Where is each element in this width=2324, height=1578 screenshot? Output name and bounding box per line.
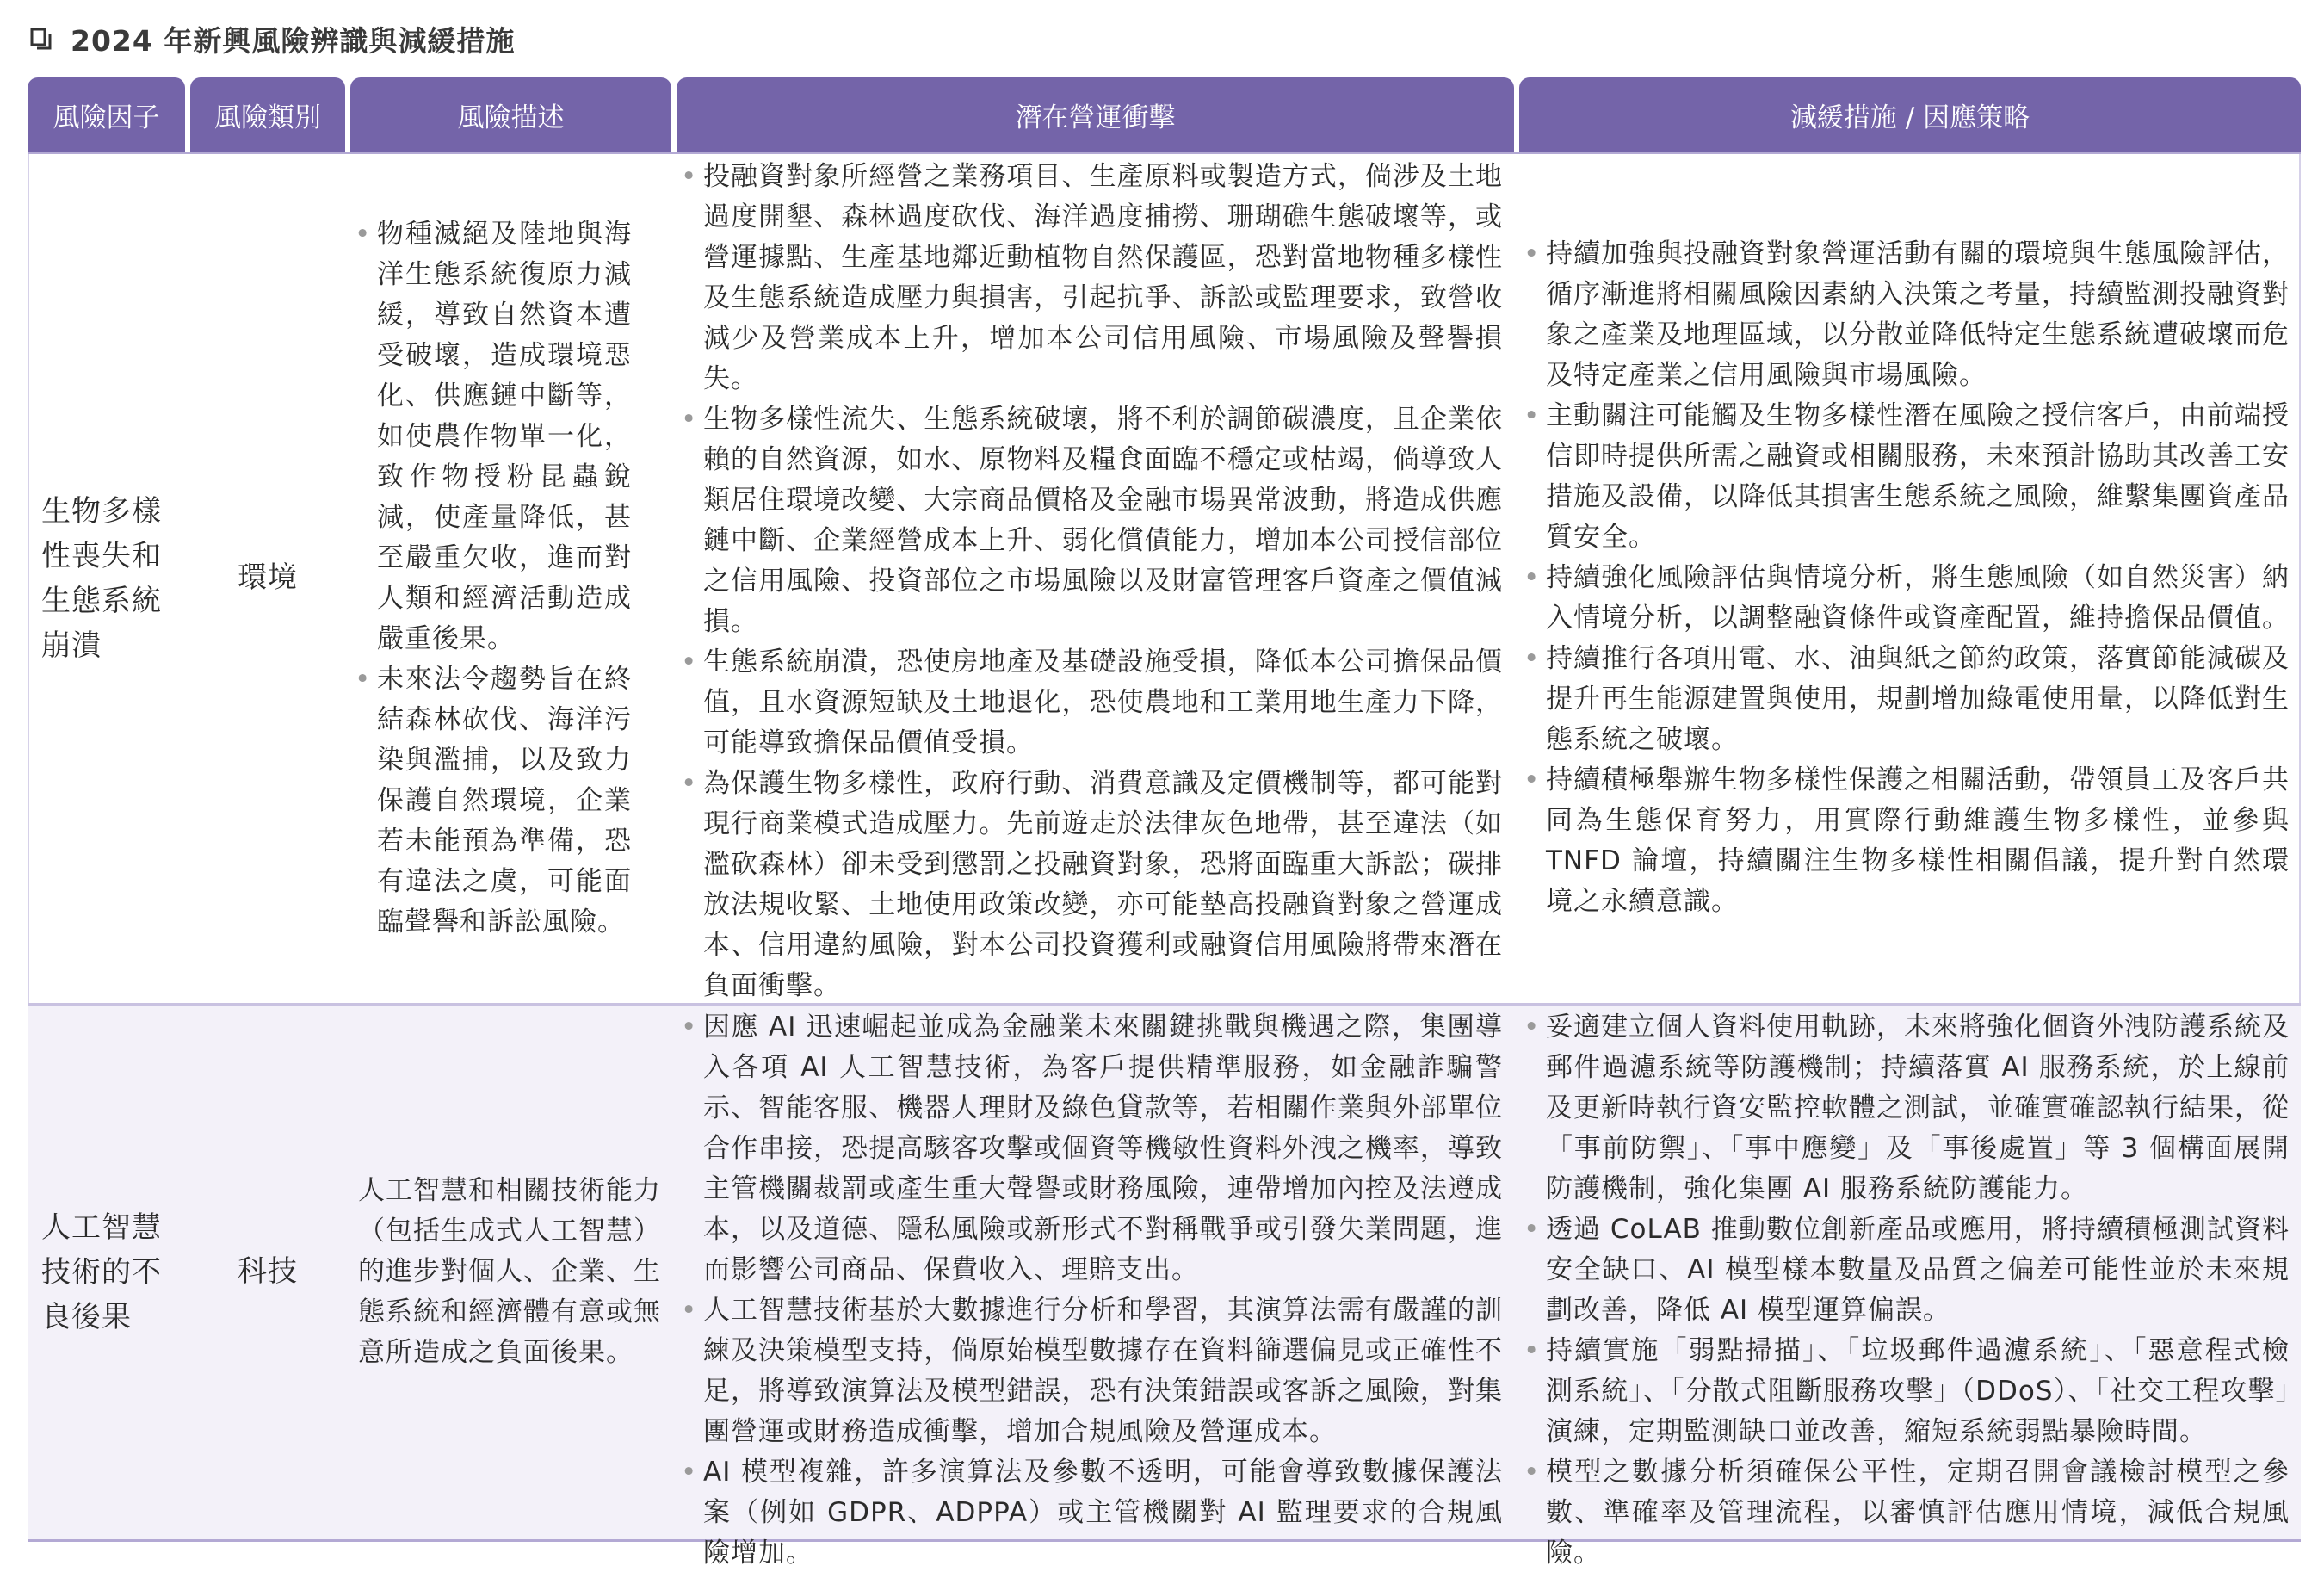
row1-mitigation-cell <box>1524 152 2290 1005</box>
row2-factor: 人工智慧技術的不良後果 <box>41 1210 162 1334</box>
row1-factor-cell <box>28 152 185 1005</box>
row1-impact-item: • 生物多樣性流失、生態系統破壞，將不利於調節碳濃度，且企業依賴的自然資源，如水、原物料及糧食面臨不穩定或枯竭，倘導致人類居住環境改變、大宗商品價格及金融市場異常波動，將造成供應鏈中斷、企業經營成本上升、弱化償債能力，增加本公司授信部位之信用風險、投資部位之市場風險以及財富管理客戶資產之價值減損。 <box>681 399 1503 642</box>
header-impact: 潛在營運衝擊 <box>677 77 1514 152</box>
header-factor: 風險因子 <box>28 77 185 152</box>
row1-category: 環境 <box>238 560 298 595</box>
row1-mitigation-item: • 持續積極舉辦生物多樣性保護之相關活動，帶領員工及客戶共同為生態保育努力，用實際行動維護生物多樣性，並參與 TNFD 論壇，持續關注生物多樣性相關倡議，提升對自然環境之永續意識。 <box>1524 760 2290 922</box>
row1-mitigation-item: • 持續加強與投融資對象營運活動有關的環境與生態風險評估，循序漸進將相關風險因素納入決策之考量，持續監測投融資對象之產業及地理區域，以分散並降低特定生態系統遭破壞而危及特定產業之信用風險與市場風險。 <box>1524 234 2290 396</box>
row1-description-item: • 未來法令趨勢旨在終結森林砍伐、海洋污染與濫捕，以及致力保護自然環境，企業若未能預為準備，恐有違法之虞，可能面臨聲譽和訴訟風險。 <box>355 659 632 943</box>
table-header <box>0 77 2324 152</box>
row1-impact-item: • 投融資對象所經營之業務項目、生產原料或製造方式，倘涉及土地過度開墾、森林過度砍伐、海洋過度捕撈、珊瑚礁生態破壞等，或營運據點、生產基地鄰近動植物自然保護區，恐對當地物種多樣性及生態系統造成壓力與損害，引起抗爭、訴訟或監理要求，致營收減少及營業成本上升，增加本公司信用風險、市場風險及聲譽損失。 <box>681 157 1503 399</box>
row1-mitigation-item: • 持續強化風險評估與情境分析，將生態風險（如自然災害）納入情境分析，以調整融資條件或資產配置，維持擔保品價值。 <box>1524 558 2290 639</box>
row1-factor: 生物多樣性喪失和生態系統崩潰 <box>41 493 162 663</box>
row2-mitigation-item: • 模型之數據分析須確保公平性，定期召開會議檢討模型之參數、準確率及管理流程，以審慎評估應用情境，減低合規風險。 <box>1524 1452 2290 1574</box>
row2-impact-item: • AI 模型複雜，許多演算法及參數不透明，可能會導致數據保護法案（例如 GDPR、ADPPA）或主管機關對 AI 監理要求的合規風險增加。 <box>681 1452 1503 1574</box>
row1-mitigation-item: • 持續推行各項用電、水、油與紙之節約政策，落實節能減碳及提升再生能源建置與使用，規劃增加綠電使用量，以降低對生態系統之破壞。 <box>1524 639 2290 760</box>
header-mitigation: 減緩措施 / 因應策略 <box>1519 77 2301 152</box>
header-category: 風險類別 <box>190 77 345 152</box>
row2-impact-item: • 人工智慧技術基於大數據進行分析和學習，其演算法需有嚴謹的訓練及決策模型支持，倘原始模型數據存在資料篩選偏見或正確性不足，將導致演算法及模型錯誤，恐有決策錯誤或客訴之風險，對集團營運或財務造成衝擊，增加合規風險及營運成本。 <box>681 1290 1503 1452</box>
row2-description-cell <box>358 1005 661 1539</box>
row2-mitigation-item: • 持續實施「弱點掃描」、「垃圾郵件過濾系統」、「惡意程式檢測系統」、「分散式阻斷服務攻擊」（DDoS）、「社交工程攻擊」演練，定期監測缺口並改善，縮短系統弱點暴險時間。 <box>1524 1331 2290 1452</box>
header-description: 風險描述 <box>350 77 671 152</box>
row2-impact-item: • 因應 AI 迅速崛起並成為金融業未來關鍵挑戰與機遇之際，集團導入各項 AI 人工智慧技術，為客戶提供精準服務，如金融詐騙警示、智能客服、機器人理財及綠色貸款等，若相關作業與外部單位合作串接，恐提高駭客攻擊或個資等機敏性資料外洩之機率，導致主管機關裁罰或產生重大聲譽或財務風險，連帶增加內控及法遵成本，以及道德、隱私風險或新形式不對稱戰爭或引發失業問題，進而影響公司商品、保費收入、理賠支出。 <box>681 1007 1503 1290</box>
row2-category-cell <box>190 1005 345 1539</box>
row1-impact-item: • 為保護生物多樣性，政府行動、消費意識及定價機制等，都可能對現行商業模式造成壓力。先前遊走於法律灰色地帶，甚至違法（如濫砍森林）卻未受到懲罰之投融資對象，恐將面臨重大訴訟；碳排放法規收緊、土地使用政策改變，亦可能墊高投融資對象之營運成本、信用違約風險，對本公司投資獲利或融資信用風險將帶來潛在負面衝擊。 <box>681 764 1503 1006</box>
row1-description-item: • 物種滅絕及陸地與海洋生態系統復原力減緩，導致自然資本遭受破壞，造成環境惡化、供應鏈中斷等，如使農作物單一化，致作物授粉昆蟲銳減，使產量降低，甚至嚴重欠收，進而對人類和經濟活動造成嚴重後果。 <box>355 214 632 659</box>
row1-description-cell <box>355 152 632 1005</box>
row2-factor-cell <box>28 1005 185 1539</box>
row2-description: 人工智慧和相關技術能力（包括生成式人工智慧）的進步對個人、企業、生態系統和經濟體有意或無意所造成之負面後果。 <box>358 1175 661 1368</box>
row1-category-cell <box>190 152 345 1005</box>
table-icon <box>29 27 53 51</box>
row2-mitigation-item: • 妥適建立個人資料使用軌跡，未來將強化個資外洩防護系統及郵件過濾系統等防護機制；持續落實 AI 服務系統，於上線前及更新時執行資安監控軟體之測試，並確實確認執行結果，從「事前防禦」、「事中應變」及「事後處置」等 3 個構面展開防護機制，強化集團 AI 服務系統防護能力。 <box>1524 1007 2290 1210</box>
row1-impact-item: • 生態系統崩潰，恐使房地產及基礎設施受損，降低本公司擔保品價值，且水資源短缺及土地退化，恐使農地和工業用地生產力下降，可能導致擔保品價值受損。 <box>681 642 1503 764</box>
row2-impact-cell <box>681 1007 1503 1574</box>
row1-mitigation-item: • 主動關注可能觸及生物多樣性潛在風險之授信客戶，由前端授信即時提供所需之融資或相關服務，未來預計協助其改善工安措施及設備，以降低其損害生態系統之風險，維繫集團資產品質安全。 <box>1524 396 2290 558</box>
row2-mitigation-cell <box>1524 1007 2290 1574</box>
row2-mitigation-item: • 透過 CoLAB 推動數位創新產品或應用，將持續積極測試資料安全缺口、AI 模型樣本數量及品質之偏差可能性並於未來規劃改善，降低 AI 模型運算偏誤。 <box>1524 1210 2290 1331</box>
row2-category: 科技 <box>238 1254 298 1289</box>
page-title: 2024 年新興風險辨識與減緩措施 <box>71 23 516 58</box>
page-heading <box>29 17 515 60</box>
row1-impact-cell <box>681 157 1503 1006</box>
